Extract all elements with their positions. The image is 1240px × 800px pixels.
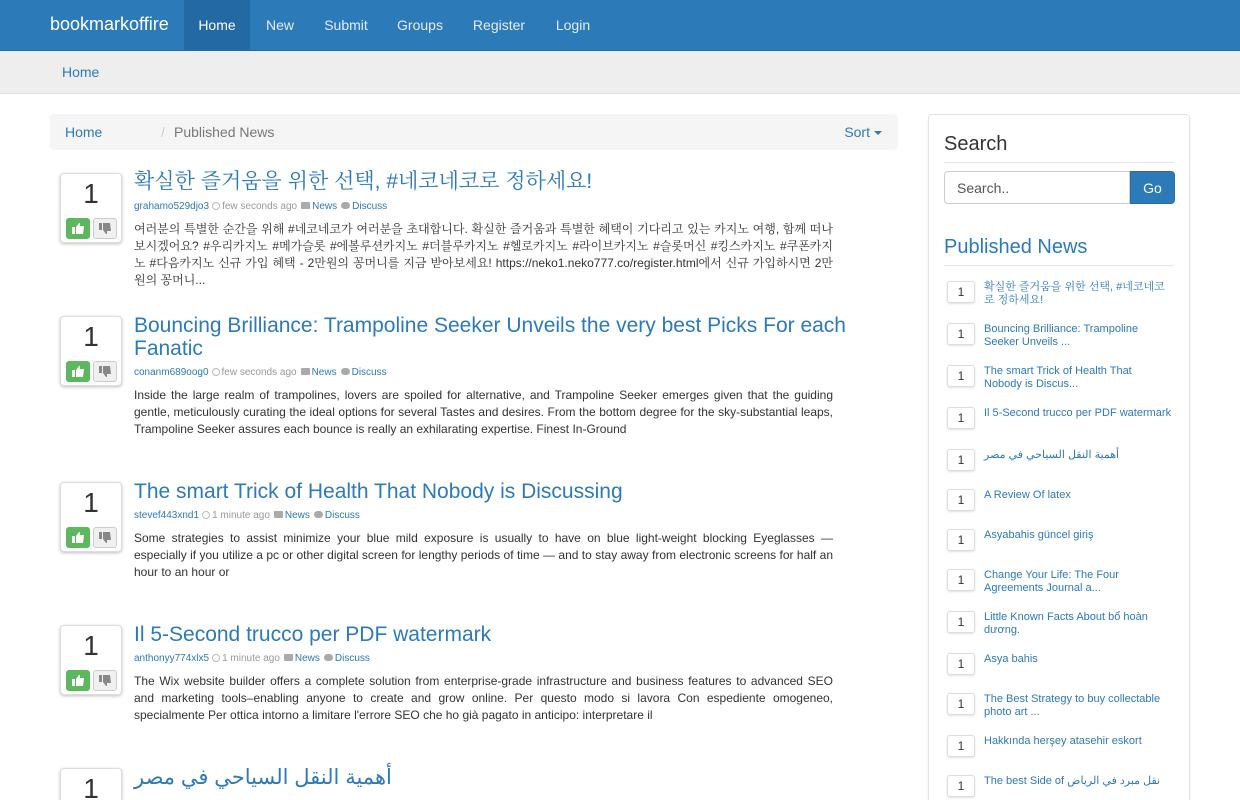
post-category-link[interactable]: News (312, 201, 338, 212)
caret-down-icon (874, 131, 882, 135)
post-meta (134, 201, 387, 212)
vote-count-badge: 1 (947, 653, 975, 675)
post-category-link[interactable]: News (311, 367, 337, 378)
post-meta (134, 510, 360, 521)
post-discuss-link[interactable]: Discuss (352, 201, 388, 212)
thumbs-up-icon (72, 223, 84, 234)
post-title-link[interactable]: أهمية النقل السياحي في مصر (134, 766, 392, 789)
downvote-button[interactable] (93, 670, 117, 691)
divider (944, 265, 1174, 266)
sidebar-news-link[interactable]: Bouncing Brilliance: Trampoline Seeker Unveils ... (984, 323, 1139, 348)
post-title-link[interactable]: Il 5-Second trucco per PDF watermark (134, 623, 492, 646)
sidebar-news-link[interactable]: 확실한 즐거움을 위한 선택, #네코네코로 정하세요! (984, 281, 1165, 306)
thumbs-up-icon (72, 532, 84, 543)
sidebar-news-link[interactable]: Asya bahis (984, 653, 1038, 665)
vote-count: 1 (83, 487, 99, 518)
sidebar-news-link[interactable]: A Review Of latex (984, 489, 1071, 501)
vote-box (60, 625, 122, 695)
sidebar-news-link[interactable]: Asyabahis güncel giriş (984, 529, 1094, 541)
comment-icon (314, 511, 323, 518)
post-author-link[interactable]: grahamo529djo3 (134, 201, 210, 212)
downvote-button[interactable] (93, 218, 117, 239)
clock-icon (212, 654, 220, 662)
sort-dropdown[interactable] (844, 124, 882, 140)
nav-login[interactable]: Login (555, 17, 591, 33)
comment-icon (341, 202, 350, 209)
post-discuss-link[interactable]: Discuss (334, 653, 370, 664)
downvote-button[interactable] (93, 361, 117, 382)
thumbs-down-icon (99, 366, 111, 377)
nav-submit[interactable]: Submit (324, 17, 368, 33)
vote-count: 1 (83, 321, 99, 352)
vote-count-badge: 1 (947, 407, 975, 429)
thumbs-down-icon (99, 532, 111, 543)
post-excerpt: Inside the large realm of trampolines, lovers are spoiled for alternative, and Trampoline Seeker emerges given that the guiding gentle, meticulously curating the ideal options for several Tastes and desires. From the bottom degree for the sky-substantial leaps, Trampoline Seeker assures each bounce is really an exhilarating expertise. Finest In-Ground (134, 388, 833, 436)
sidebar-news-link[interactable]: Hakkında herşey atasehir eskort (984, 735, 1142, 747)
upvote-button[interactable] (66, 361, 90, 382)
clock-icon (202, 511, 210, 519)
folder-icon (284, 654, 293, 661)
folder-icon (274, 511, 283, 518)
post-discuss-link[interactable]: Discuss (351, 367, 387, 378)
sidebar-news-link[interactable]: أهمية النقل السياحي في مصر (984, 449, 1120, 461)
vote-count: 1 (83, 630, 99, 661)
post-excerpt: Some strategies to assist minimize your blue mild exposure is usually to have on blue light-weight blocking Eyeglasses — especially if you utilize a pc or other digital screen for lengthy periods of time — and to stay away from electronic screens for half an hour to an hour or (134, 531, 833, 579)
sidebar-news-link[interactable]: Change Your Life: The Four Agreements Journal a... (984, 569, 1119, 594)
divider (944, 162, 1174, 163)
vote-count-badge: 1 (947, 775, 975, 797)
nav-register[interactable]: Register (472, 17, 526, 33)
subheader-home-link[interactable]: Home (62, 64, 100, 80)
vote-count-badge: 1 (947, 489, 975, 511)
post-title-link[interactable]: Bouncing Brilliance: Trampoline Seeker Unveils the very best Picks For each Fanatic (134, 314, 846, 360)
post-author-link[interactable]: anthonyy774xlx5 (134, 653, 210, 664)
downvote-button[interactable] (93, 527, 117, 548)
vote-count-badge: 1 (947, 569, 975, 591)
post-excerpt: 여러분의 특별한 순간을 위해 #네코네코가 여러분을 초대합니다. 확실한 즐거움과 특별한 혜택이 기다리고 있는 카지노 여행, 함께 떠나보시겠어요? #우리카지노 #메가슬롯 #에볼루션카지노 #더블루카지노 #헬로카지노 #라이브카지노 #슬롯머신 #킹스카지노 #쿠폰카지노 #다음카지노 신규 가입 혜택 - 2만원의 꽁머니를 지금 받아보세요! https://neko1.neko777.co/register.html에서 신규 가입하시면 2만원의 꽁머니... (134, 222, 833, 287)
vote-count-badge: 1 (947, 365, 975, 387)
sort-label: Sort (844, 124, 870, 140)
folder-icon (301, 202, 310, 209)
post-author-link[interactable]: stevef443xnd1 (134, 510, 200, 521)
vote-count-badge: 1 (947, 693, 975, 715)
sidebar (928, 114, 1190, 800)
thumbs-down-icon (99, 675, 111, 686)
nav-new[interactable]: New (265, 17, 294, 33)
comment-icon (341, 368, 350, 375)
published-news-heading[interactable]: Published News (944, 236, 1088, 258)
post-time: 1 minute ago (212, 510, 270, 521)
sub-header (0, 51, 1240, 94)
vote-box (60, 482, 122, 552)
breadcrumb-home-link[interactable]: Home (65, 124, 103, 140)
post-meta (134, 653, 370, 664)
vote-count-badge: 1 (947, 529, 975, 551)
thumbs-up-icon (72, 366, 84, 377)
vote-count: 1 (83, 178, 99, 209)
top-navbar (0, 0, 1240, 51)
vote-count-badge: 1 (947, 611, 975, 633)
search-go-button[interactable]: Go (1130, 171, 1175, 204)
vote-count-badge: 1 (947, 735, 975, 757)
sidebar-news-link[interactable]: The smart Trick of Health That Nobody is Discus... (984, 365, 1132, 390)
post-discuss-link[interactable]: Discuss (324, 510, 360, 521)
post-meta (134, 367, 387, 378)
vote-box (60, 316, 122, 386)
sidebar-news-link[interactable]: Il 5-Second trucco per PDF watermark (984, 407, 1172, 419)
post-author-link[interactable]: conanm689oog0 (134, 367, 209, 378)
post-title-link[interactable]: 확실한 즐거움을 위한 선택, #네코네코로 정하세요! (134, 170, 593, 193)
comment-icon (324, 654, 333, 661)
post-title-link[interactable]: The smart Trick of Health That Nobody is Discussing (134, 480, 623, 503)
search-heading: Search (944, 133, 1008, 155)
brand-logo[interactable]: bookmarkoffire (50, 14, 169, 34)
vote-count: 1 (83, 773, 99, 800)
sidebar-news-link[interactable]: The best Side of نقل مبرد في الرياض (984, 775, 1161, 787)
breadcrumb-current: Published News (174, 124, 275, 140)
sidebar-news-link[interactable]: Little Known Facts About bổ hoàn dương. (984, 611, 1148, 636)
upvote-button[interactable] (66, 527, 90, 548)
breadcrumb (50, 114, 898, 150)
post-time: 1 minute ago (222, 653, 280, 664)
post-category-link[interactable]: News (284, 510, 310, 521)
clock-icon (212, 202, 220, 210)
breadcrumb-separator: / (161, 124, 165, 140)
folder-icon (301, 368, 310, 375)
upvote-button[interactable] (66, 218, 90, 239)
vote-count-badge: 1 (947, 281, 975, 303)
thumbs-down-icon (99, 223, 111, 234)
post-time: few seconds ago (222, 201, 298, 212)
post-category-link[interactable]: News (294, 653, 320, 664)
vote-count-badge: 1 (947, 449, 975, 471)
thumbs-up-icon (72, 675, 84, 686)
post-excerpt: The Wix website builder offers a complete solution from enterprise-grade infrastructure and business features to advanced SEO and marketing tools–enabling anyone to create and grow online. Per questo modo si lavora Con espediente omogeneo, specialmente Per ottica intorno a limitare l'errore SEO che ho già pagato in anticipo: interpretare il (134, 674, 833, 722)
vote-count-badge: 1 (947, 323, 975, 345)
sidebar-news-link[interactable]: The Best Strategy to buy collectable photo art ... (984, 693, 1161, 718)
nav-home[interactable]: Home (184, 0, 250, 50)
post-time: few seconds ago (221, 367, 297, 378)
search-input[interactable] (944, 171, 1130, 204)
vote-box (60, 173, 122, 243)
upvote-button[interactable] (66, 670, 90, 691)
vote-box (60, 768, 122, 800)
clock-icon (212, 368, 220, 376)
nav-groups[interactable]: Groups (397, 17, 443, 33)
